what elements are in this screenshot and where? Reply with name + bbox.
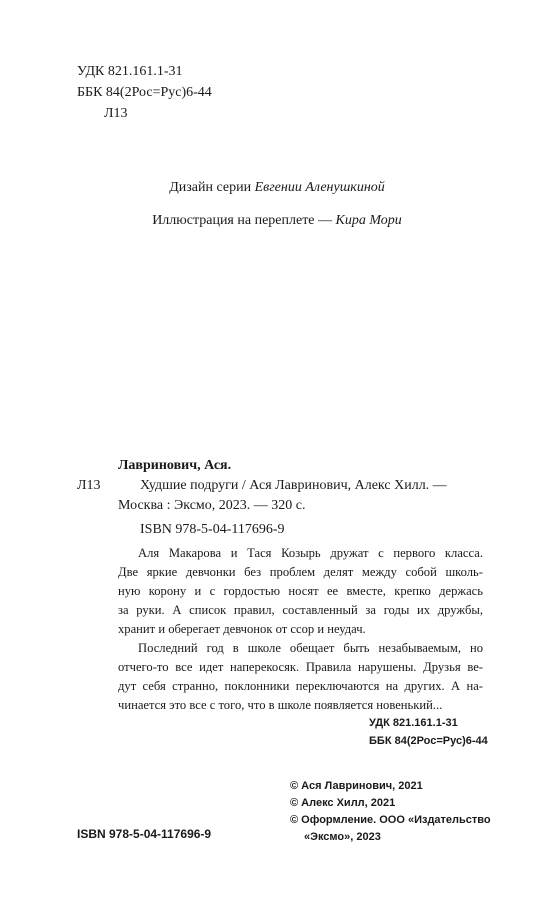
record-isbn: ISBN 978-5-04-117696-9 bbox=[140, 522, 285, 537]
bbk-code: ББК 84(2Рос=Рус)6-44 bbox=[77, 85, 212, 100]
illustration-name: Кира Мори bbox=[335, 213, 402, 228]
annotation-line: чинается это все с того, что в школе появляется новенький... bbox=[118, 698, 443, 712]
copyright-line-4: «Эксмо», 2023 bbox=[304, 831, 381, 843]
design-name: Евгении Аленушкиной bbox=[254, 180, 385, 195]
copyright-line-1: © Ася Лавринович, 2021 bbox=[290, 780, 423, 792]
illustration-prefix: Иллюстрация на переплете — bbox=[152, 213, 333, 228]
annotation-line: хранит и оберегает девчонок от ссор и неудач. bbox=[118, 622, 366, 636]
annotation-line: Две яркие девчонки без проблем делят между собой школь- bbox=[118, 565, 483, 579]
udk-code-bottom: УДК 821.161.1-31 bbox=[369, 717, 458, 729]
design-prefix: Дизайн серии bbox=[169, 180, 252, 195]
series-design-credit bbox=[0, 178, 554, 198]
annotation-line: отчего-то все идет наперекосяк. Правила нарушены. Друзья ве- bbox=[118, 660, 483, 674]
record-title-line-1: Худшие подруги / Ася Лавринович, Алекс Хилл. — bbox=[140, 478, 447, 493]
annotation-line: ную корону и с гордостью носят ее вместе, крепко держась bbox=[118, 584, 483, 598]
record-author-heading: Лавринович, Ася. bbox=[118, 458, 232, 473]
annotation-line: Последний год в школе обещает быть незабываемым, но bbox=[138, 641, 483, 655]
annotation bbox=[118, 544, 483, 715]
author-mark: Л13 bbox=[104, 106, 128, 121]
udk-code: УДК 821.161.1-31 bbox=[77, 64, 183, 79]
record-title-line-2: Москва : Эксмо, 2023. — 320 с. bbox=[118, 498, 306, 513]
record-author-mark: Л13 bbox=[77, 478, 101, 493]
annotation-line: за руки. А список правил, составленный за годы их дружбы, bbox=[118, 603, 483, 617]
cover-illustration-credit bbox=[0, 211, 554, 231]
bbk-code-bottom: ББК 84(2Рос=Рус)6-44 bbox=[369, 735, 488, 747]
copyright-line-2: © Алекс Хилл, 2021 bbox=[290, 797, 396, 809]
annotation-line: дут себя странно, поклонники переключаются на других. А на- bbox=[118, 679, 483, 693]
annotation-line: Аля Макарова и Тася Козырь дружат с первого класса. bbox=[138, 546, 483, 560]
copyright-line-3: © Оформление. ООО «Издательство bbox=[290, 814, 491, 826]
isbn-bottom: ISBN 978-5-04-117696-9 bbox=[77, 827, 212, 841]
